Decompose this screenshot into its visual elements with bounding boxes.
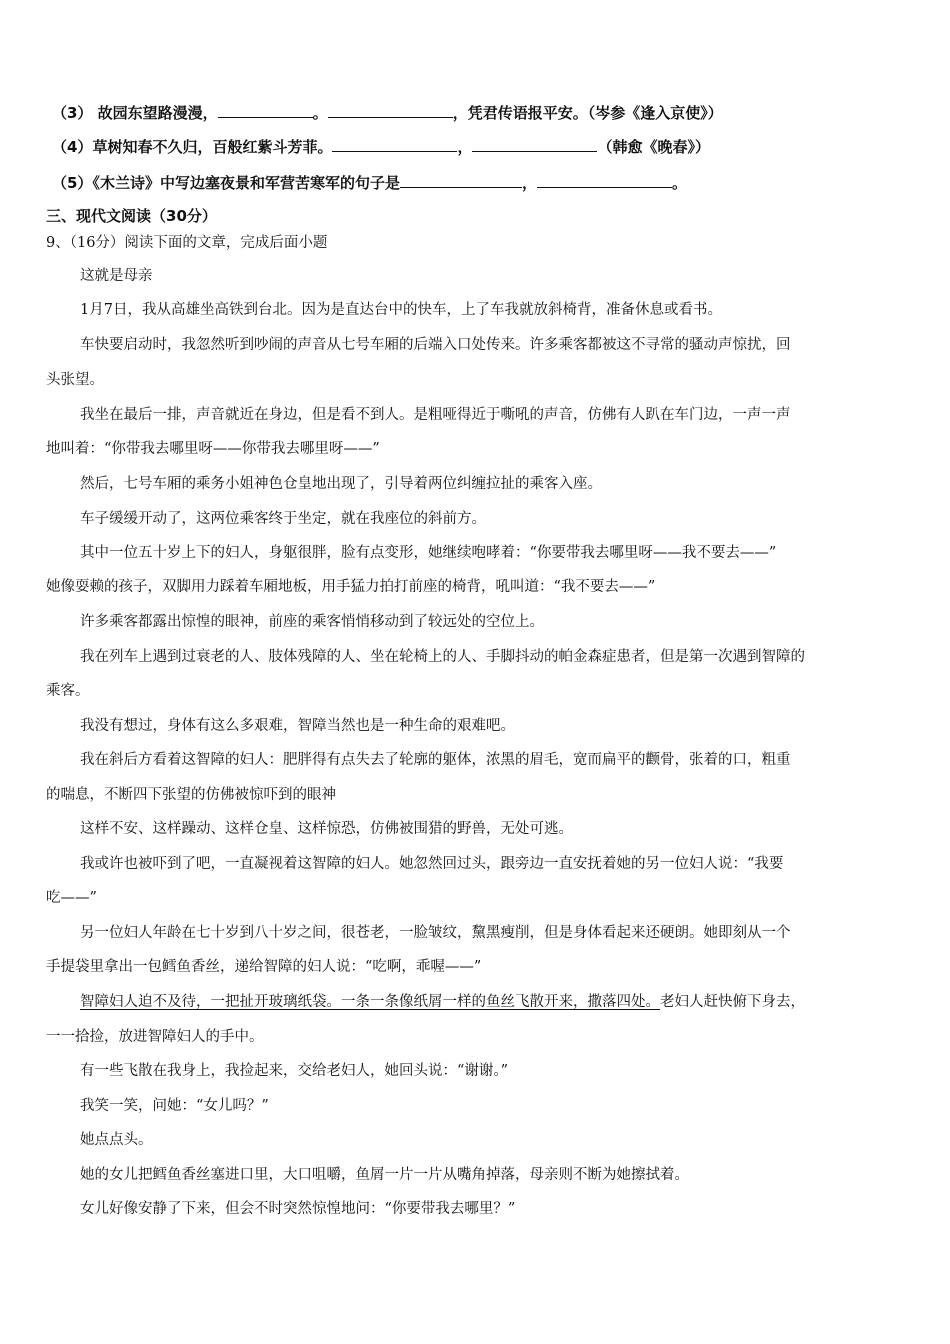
punctuation: ，	[457, 138, 473, 156]
answer-blank[interactable]	[537, 172, 672, 188]
question-3	[52, 102, 723, 123]
paragraph-line: 1月7日，我从高雄坐高铁到台北。因为是直达台中的快车，上了车我就放斜椅背，准备休息或看书。	[80, 302, 722, 318]
paragraph-line: 然后，七号车厢的乘务小姐神色仓皇地出现了，引导着两位纠缠拉扯的乘客入座。	[80, 476, 602, 492]
paragraph-line: 乘客。	[46, 683, 90, 699]
underlined-sentence: 智障妇人迫不及待，一把扯开玻璃纸袋。一条一条像纸屑一样的鱼丝飞散开来，撒落四处。	[80, 994, 660, 1010]
answer-blank[interactable]	[472, 136, 597, 152]
paragraph-line: 我在斜后方看着这智障的妇人：肥胖得有点失去了轮廓的躯体，浓黑的眉毛，宽而扁平的颧骨，张着的口，粗重	[80, 752, 791, 768]
paragraph-line: 吃——”	[46, 890, 97, 906]
punctuation: 。	[312, 104, 328, 122]
paragraph-line: 我笑一笑，问她：“女儿吗？”	[80, 1098, 269, 1114]
paragraph-line: 手提袋里拿出一包鳕鱼香丝，递给智障的妇人说：“吃啊，乖喔——”	[46, 959, 482, 975]
paragraph-line: 我在列车上遇到过衰老的人、肢体残障的人、坐在轮椅上的人、手脚抖动的帕金森症患者，但是第一次遇到智障的	[80, 649, 805, 665]
question-text: 故园东望路漫漫，	[92, 104, 218, 122]
paragraph-line: 车快要启动时，我忽然听到吵闹的声音从七号车厢的后端入口处传来。许多乘客都被这不寻常的骚动声惊扰，回	[80, 337, 791, 353]
question-9-label: 9、（16分）阅读下面的文章，完成后面小题	[46, 235, 328, 251]
question-text: 草树知春不久归，百般红紫斗芳菲。	[92, 138, 333, 156]
question-number: （4）	[52, 138, 93, 156]
punctuation: ，	[521, 174, 537, 192]
paragraph-line: 她点点头。	[80, 1132, 153, 1148]
paragraph-line: 一一拾捡，放进智障妇人的手中。	[46, 1029, 264, 1045]
question-5	[52, 172, 687, 193]
paragraph-line: 头张望。	[46, 372, 104, 388]
article-title: 这就是母亲	[80, 268, 153, 284]
paragraph-line: 我或许也被吓到了吧，一直凝视着这智障的妇人。她忽然回过头，跟旁边一直安抚着她的另一位妇人说：“我要	[80, 856, 784, 872]
answer-blank[interactable]	[400, 172, 522, 188]
paragraph-line: 车子缓缓开动了，这两位乘客终于坐定，就在我座位的斜前方。	[80, 511, 486, 527]
question-4	[52, 136, 710, 157]
paragraph-line: 有一些飞散在我身上，我捡起来，交给老妇人，她回头说：“谢谢。”	[80, 1063, 509, 1079]
paragraph-line: 她的女儿把鳕鱼香丝塞进口里，大口咀嚼，鱼屑一片一片从嘴角掉落，母亲则不断为她擦拭着。	[80, 1167, 689, 1183]
paragraph-line: 这样不安、这样躁动、这样仓皇、这样惊恐，仿佛被围猎的野兽，无处可逃。	[80, 821, 573, 837]
question-number: （5）	[52, 174, 93, 192]
section-title: 三、现代文阅读（30分）	[46, 207, 217, 225]
question-text: （韩愈《晚春》）	[597, 138, 710, 156]
answer-blank[interactable]	[218, 102, 313, 118]
paragraph-line: 其中一位五十岁上下的妇人，身躯很胖，脸有点变形，她继续咆哮着：“你要带我去哪里呀——我不要去——”	[80, 545, 777, 561]
paragraph-line: 我坐在最后一排，声音就近在身边，但是看不到人。是粗哑得近于嘶吼的声音，仿佛有人趴在车门边，一声一声	[80, 407, 791, 423]
paragraph-line: 另一位妇人年龄在七十岁到八十岁之间，很苍老，一脸皱纹，黧黑瘦削，但是身体看起来还硬朗。她即刻从一个	[80, 925, 791, 941]
question-text: 《木兰诗》中写边塞夜景和军营苦寒军的句子是	[92, 174, 400, 192]
paragraph-line: 地叫着：“你带我去哪里呀——你带我去哪里呀——”	[46, 441, 380, 457]
answer-blank[interactable]	[332, 136, 457, 152]
paragraph-line: 我没有想过，身体有这么多艰难，智障当然也是一种生命的艰难吧。	[80, 718, 515, 734]
paragraph-line: 许多乘客都露出惊惶的眼神，前座的乘客悄悄移动到了较远处的空位上。	[80, 614, 544, 630]
question-text: ，凭君传语报平安。（岑参《逢入京使》）	[452, 104, 723, 122]
paragraph-text: 老妇人赶快俯下身去，	[660, 994, 805, 1010]
paragraph-line	[80, 990, 805, 1011]
paragraph-line: 的喘息，不断四下张望的仿佛被惊吓到的眼神	[46, 787, 336, 803]
question-number: （3）	[52, 104, 93, 122]
paragraph-line: 她像耍赖的孩子，双脚用力踩着车厢地板，用手猛力拍打前座的椅背，吼叫道：“我不要去——”	[46, 579, 656, 595]
answer-blank[interactable]	[328, 102, 453, 118]
question-text: 。	[671, 174, 687, 192]
paragraph-line: 女儿好像安静了下来，但会不时突然惊惶地问：“你要带我去哪里？”	[80, 1201, 516, 1217]
